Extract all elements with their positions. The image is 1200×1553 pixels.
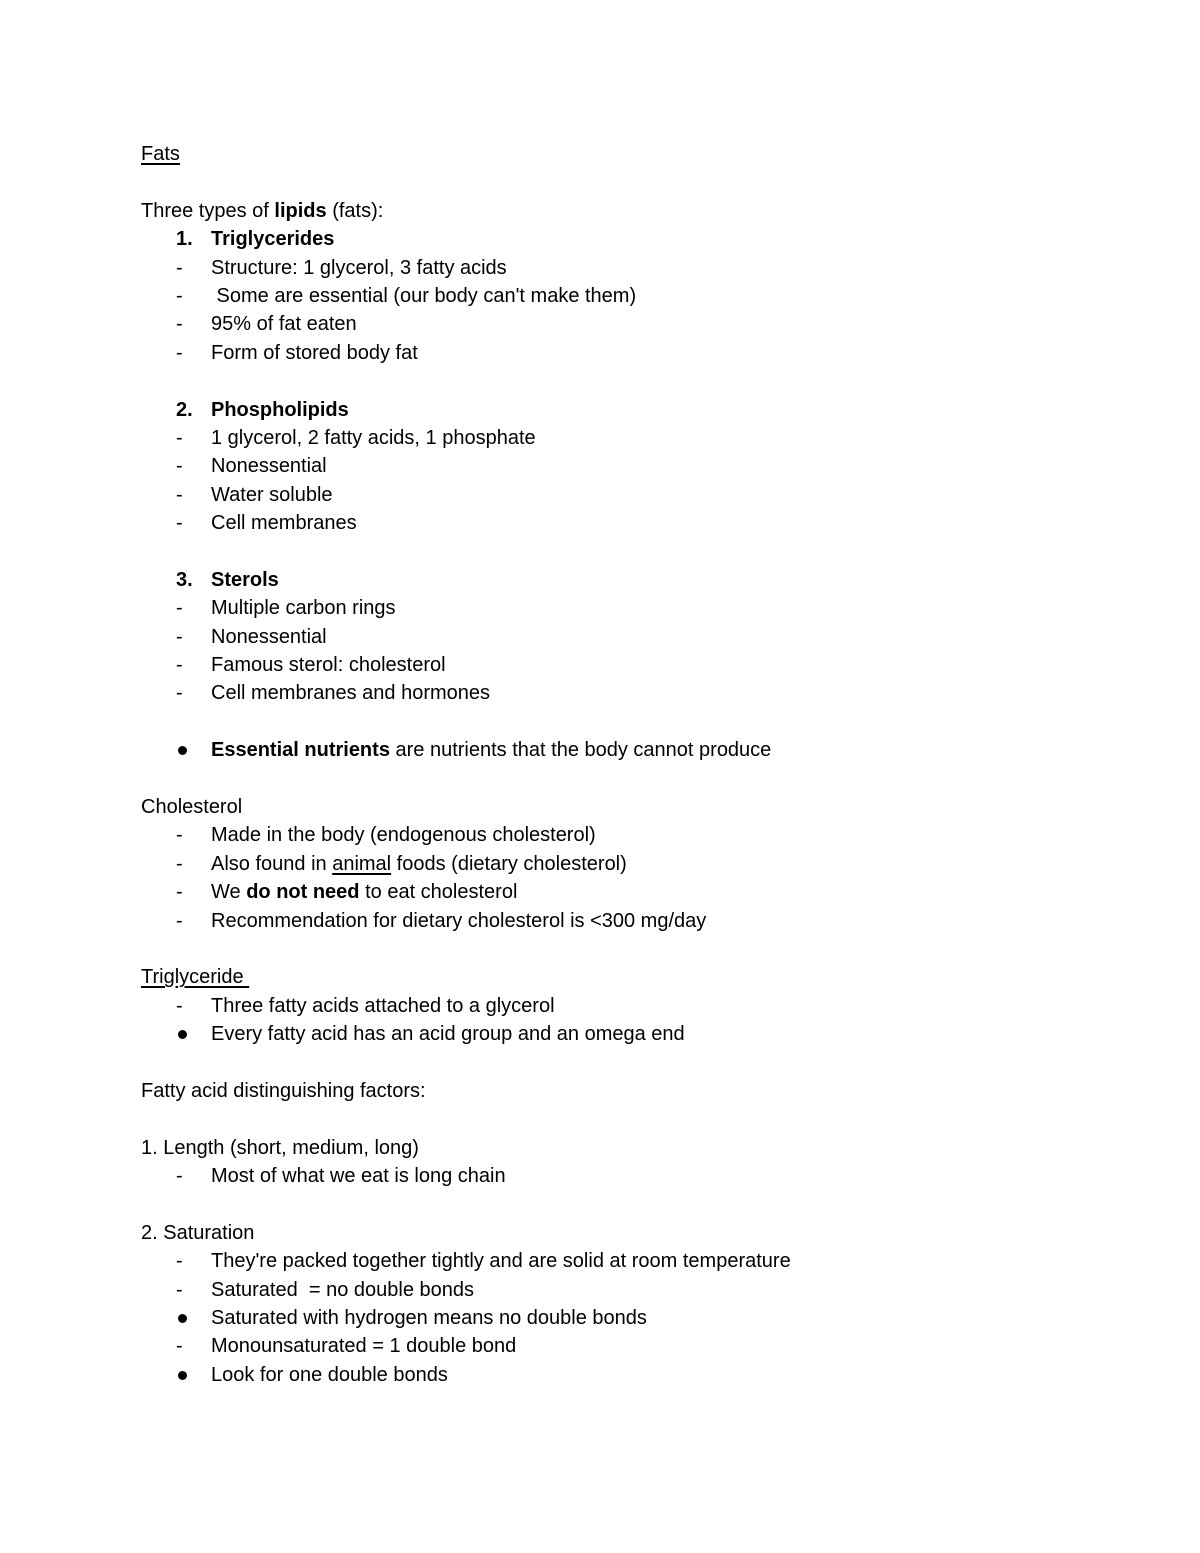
intro-line: Three types of lipids (fats): bbox=[141, 199, 384, 222]
list-item: - 95% of fat eaten bbox=[176, 313, 357, 336]
list-item: - Most of what we eat is long chain bbox=[176, 1165, 506, 1188]
list-item: - We do not need to eat cholesterol bbox=[176, 881, 518, 904]
list-item: Look for one double bonds bbox=[141, 1361, 1101, 1389]
spacer bbox=[141, 537, 1101, 565]
list-item: Saturated with hydrogen means no double bonds bbox=[141, 1304, 1101, 1332]
list-item: - Saturated = no double bonds bbox=[176, 1278, 474, 1301]
spacer bbox=[141, 1105, 1101, 1133]
type-heading-sterols: 3. Sterols bbox=[176, 568, 279, 591]
list-item: - Monounsaturated = 1 double bond bbox=[176, 1335, 517, 1358]
list-item: - Some are essential (our body can't make them) bbox=[176, 284, 637, 307]
list-item: - Nonessential bbox=[176, 625, 327, 648]
list-item: - Multiple carbon rings bbox=[176, 597, 396, 620]
list-item: - Nonessential bbox=[176, 455, 327, 478]
spacer bbox=[141, 367, 1101, 395]
list-item: - Cell membranes and hormones bbox=[176, 682, 491, 705]
list-item: - Three fatty acids attached to a glycerol bbox=[176, 994, 555, 1017]
spacer bbox=[141, 765, 1101, 793]
spacer bbox=[141, 708, 1101, 736]
list-item: - Form of stored body fat bbox=[176, 341, 418, 364]
list-item: - Structure: 1 glycerol, 3 fatty acids bbox=[176, 256, 507, 279]
spacer bbox=[141, 935, 1101, 963]
list-item: Every fatty acid has an acid group and an omega end bbox=[141, 1020, 1101, 1048]
list-item: - Cell membranes bbox=[176, 512, 357, 535]
list-item: - Also found in animal foods (dietary cholesterol) bbox=[176, 852, 627, 875]
spacer bbox=[141, 1049, 1101, 1077]
section-heading-triglyceride: Triglyceride bbox=[141, 966, 250, 989]
subheading-length: 1. Length (short, medium, long) bbox=[141, 1136, 419, 1159]
document-title: Fats bbox=[141, 143, 180, 165]
list-item: - 1 glycerol, 2 fatty acids, 1 phosphate bbox=[176, 426, 536, 449]
list-item: - They're packed together tightly and are solid at room temperature bbox=[176, 1250, 791, 1273]
bullet-icon bbox=[178, 1314, 187, 1323]
subheading-saturation: 2. Saturation bbox=[141, 1221, 255, 1244]
document-body bbox=[141, 140, 1101, 1389]
section-heading-cholesterol: Cholesterol bbox=[141, 795, 243, 818]
list-item: - Made in the body (endogenous cholesterol) bbox=[176, 824, 596, 847]
spacer bbox=[141, 1190, 1101, 1218]
section-heading-factors: Fatty acid distinguishing factors: bbox=[141, 1079, 426, 1102]
list-item: - Water soluble bbox=[176, 483, 333, 506]
bullet-icon bbox=[178, 1030, 187, 1039]
type-heading-phospholipids: 2. Phospholipids bbox=[176, 398, 349, 421]
bullet-icon bbox=[178, 746, 187, 755]
bullet-icon bbox=[178, 1371, 187, 1380]
essential-note: Essential nutrients are nutrients that the body cannot produce bbox=[141, 736, 1101, 764]
spacer bbox=[141, 168, 1101, 196]
list-item: - Famous sterol: cholesterol bbox=[176, 654, 446, 677]
list-item: - Recommendation for dietary cholesterol is <300 mg/day bbox=[176, 909, 707, 932]
type-heading-triglycerides: 1. Triglycerides bbox=[176, 228, 335, 251]
